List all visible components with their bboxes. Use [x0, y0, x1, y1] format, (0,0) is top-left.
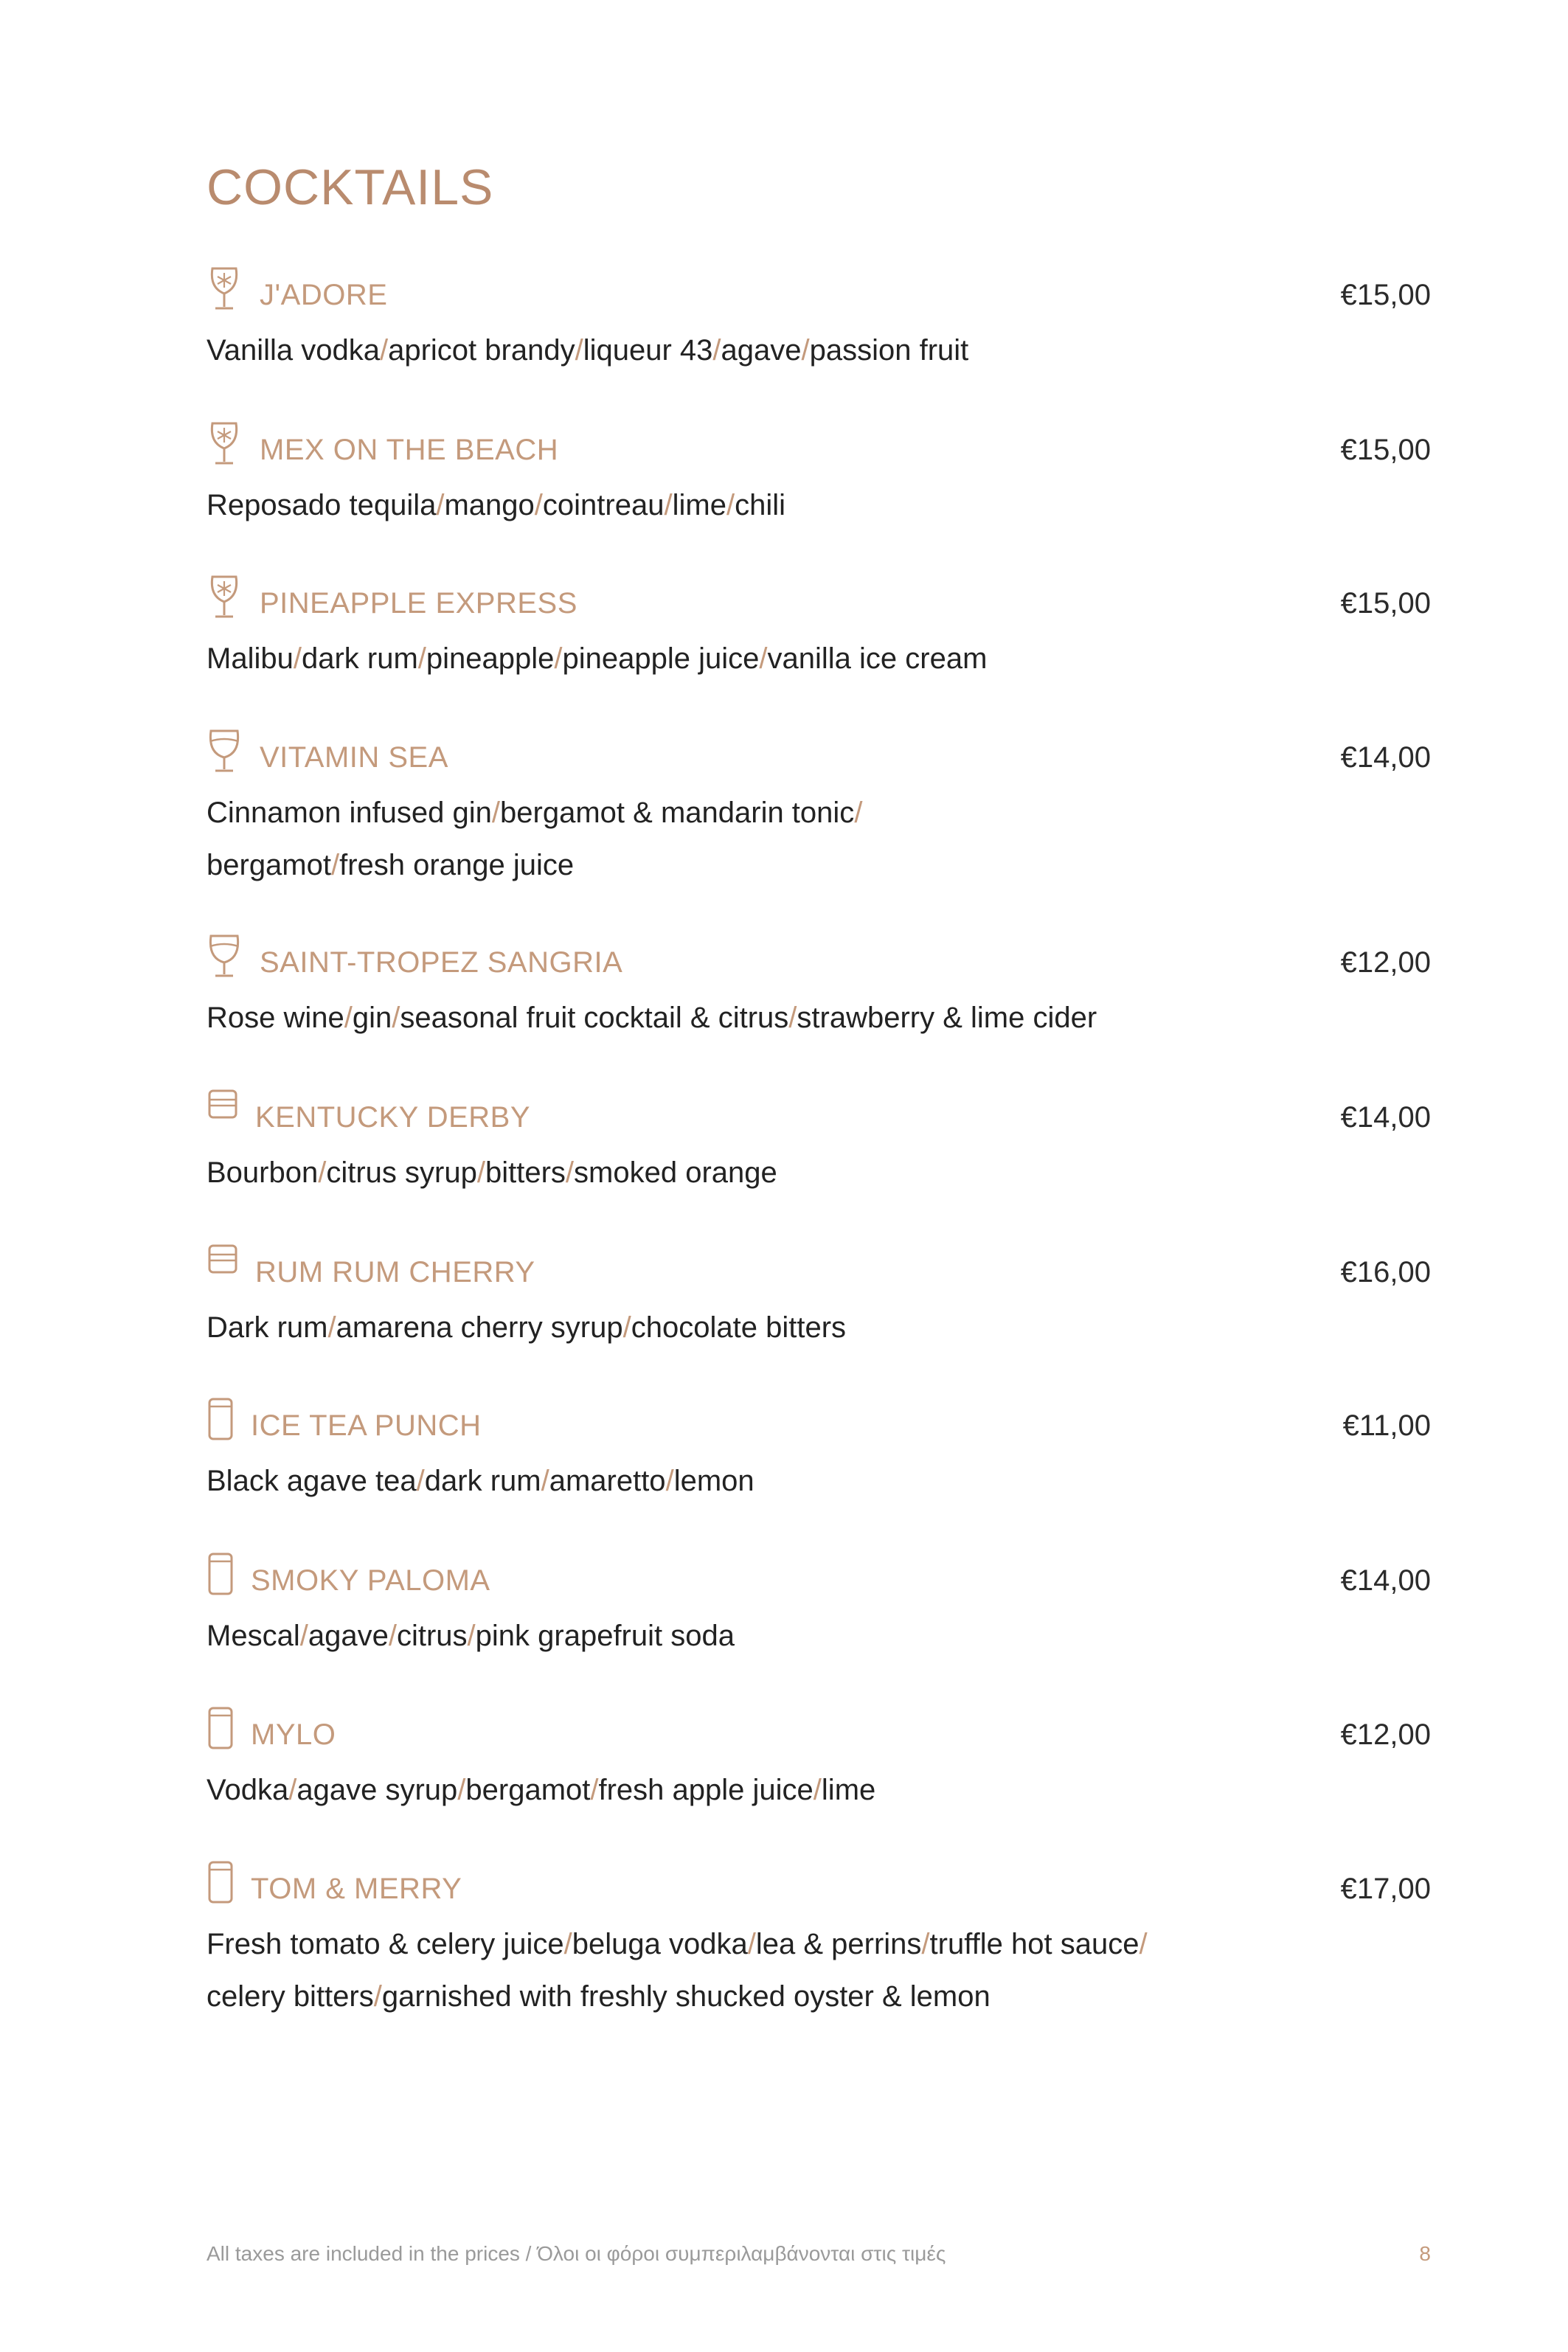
menu-item-price: €14,00: [1340, 1101, 1431, 1134]
ingredient-separator: /: [457, 1774, 466, 1806]
ingredient: gin: [352, 1002, 392, 1034]
ingredient: lime: [821, 1774, 876, 1806]
ingredient: mango: [444, 489, 535, 521]
ingredient-separator: /: [388, 1620, 397, 1652]
ingredient: citrus: [396, 1620, 468, 1652]
ingredient-separator: /: [565, 1156, 575, 1189]
ingredient: dark rum: [424, 1465, 541, 1497]
ingredient-separator: /: [664, 489, 673, 521]
ingredient: bergamot & mandarin tonic: [500, 797, 855, 829]
menu-item: [207, 1243, 1431, 1354]
ingredient: cointreau: [542, 489, 665, 521]
menu-item-name: SAINT-TROPEZ SANGRIA: [260, 946, 623, 979]
ingredient-separator: /: [1139, 1928, 1148, 1960]
ingredient: Fresh tomato & celery juice: [207, 1928, 564, 1960]
menu-item-header: [207, 266, 1431, 323]
ingredient: amarena cherry syrup: [336, 1311, 623, 1344]
ingredient: bitters: [485, 1156, 566, 1189]
menu-item: [207, 1396, 1431, 1508]
menu-item: [207, 1551, 1431, 1662]
ingredient-separator: /: [327, 1311, 336, 1344]
menu-item-description: [207, 479, 1431, 532]
menu-item-price: €12,00: [1340, 1718, 1431, 1751]
ingredient-separator: /: [712, 334, 721, 367]
menu-item-name: PINEAPPLE EXPRESS: [260, 587, 577, 620]
ingredient: dark rum: [301, 642, 418, 675]
ingredient: pineapple: [426, 642, 555, 675]
ingredient-separator: /: [344, 1002, 353, 1034]
tumbler-glass-icon: [207, 1243, 242, 1291]
ingredient: Rose wine: [207, 1002, 344, 1034]
menu-item-header: [207, 728, 1431, 785]
ingredient: passion fruit: [809, 334, 969, 367]
ingredient-separator: /: [293, 642, 302, 675]
ingredient-separator: /: [563, 1928, 572, 1960]
ingredient: lemon: [673, 1465, 754, 1497]
wine-glass-icon: [207, 728, 242, 777]
ingredient: chili: [735, 489, 785, 521]
menu-item: [207, 1705, 1431, 1817]
wine-glass-icon: [207, 933, 242, 982]
ingredient: citrus syrup: [326, 1156, 477, 1189]
ingredient: apricot brandy: [388, 334, 575, 367]
ingredient-separator: /: [534, 489, 543, 521]
menu-item-price: €14,00: [1340, 741, 1431, 774]
menu-item-description: [207, 1455, 1431, 1508]
ingredient: seasonal fruit cocktail & citrus: [400, 1002, 789, 1034]
ingredient: agave syrup: [296, 1774, 458, 1806]
ingredient: Vanilla vodka: [207, 334, 380, 367]
ingredient: Mescal: [207, 1620, 300, 1652]
menu-item-description: [207, 787, 1431, 892]
menu-item-header: [207, 574, 1431, 631]
menu-item-description: [207, 1302, 1431, 1354]
ingredient-separator: /: [665, 1465, 674, 1497]
menu-item-name: J'ADORE: [260, 279, 388, 311]
menu-item: [207, 420, 1431, 532]
menu-item-header: [207, 1551, 1431, 1609]
ingredient-separator: /: [921, 1928, 930, 1960]
page-number: 8: [1419, 2242, 1431, 2265]
highball-glass-icon: [207, 1859, 242, 1908]
ingredient-separator: /: [541, 1465, 549, 1497]
ingredient-separator: /: [436, 489, 445, 521]
tumbler-glass-icon: [207, 1088, 242, 1137]
menu-item-header: [207, 1396, 1431, 1454]
menu-item: [207, 1088, 1431, 1199]
menu-item-name: SMOKY PALOMA: [251, 1564, 490, 1597]
menu-item-header: [207, 933, 1431, 991]
ingredient: celery bitters: [207, 1980, 374, 2013]
ingredient: liqueur 43: [583, 334, 713, 367]
frozen-wine-glass-icon: [207, 266, 242, 314]
ingredient: garnished with freshly shucked oyster & lemon: [381, 1980, 991, 2013]
ingredient-separator: /: [379, 334, 389, 367]
ingredient: pineapple juice: [562, 642, 760, 675]
menu-item-price: €15,00: [1340, 279, 1431, 311]
ingredient: Vodka: [207, 1774, 289, 1806]
menu-item: [207, 574, 1431, 685]
ingredient-separator: /: [299, 1620, 308, 1652]
menu-item-header: [207, 1243, 1431, 1300]
menu-item-description: [207, 1918, 1431, 2023]
menu-item-price: €15,00: [1340, 434, 1431, 466]
ingredient-separator: /: [476, 1156, 485, 1189]
ingredient: vanilla ice cream: [767, 642, 988, 675]
ingredient-separator: /: [590, 1774, 599, 1806]
menu-item-name: MEX ON THE BEACH: [260, 434, 559, 466]
menu-item-price: €14,00: [1340, 1564, 1431, 1597]
menu-item-name: VITAMIN SEA: [260, 741, 448, 774]
ingredient-separator: /: [759, 642, 768, 675]
ingredient-separator: /: [416, 1465, 425, 1497]
ingredient: fresh orange juice: [339, 849, 575, 881]
ingredient: truffle hot sauce: [929, 1928, 1139, 1960]
highball-glass-icon: [207, 1551, 242, 1600]
ingredient-separator: /: [373, 1980, 382, 2013]
ingredient-separator: /: [392, 1002, 400, 1034]
menu-item-name: MYLO: [251, 1718, 336, 1751]
menu-item-name: TOM & MERRY: [251, 1873, 462, 1905]
menu-item-price: €11,00: [1342, 1409, 1431, 1442]
menu-item-name: ICE TEA PUNCH: [251, 1409, 482, 1442]
ingredient-separator: /: [801, 334, 810, 367]
menu-item-description: [207, 1764, 1431, 1817]
ingredient-separator: /: [288, 1774, 297, 1806]
frozen-wine-glass-icon: [207, 420, 242, 469]
ingredient: smoked orange: [574, 1156, 777, 1189]
ingredient-separator: /: [813, 1774, 822, 1806]
ingredient: Dark rum: [207, 1311, 328, 1344]
ingredient: agave: [721, 334, 802, 367]
ingredient-separator: /: [854, 797, 863, 829]
menu-item: [207, 266, 1431, 377]
menu-item-header: [207, 1088, 1431, 1145]
ingredient: lea & perrins: [755, 1928, 922, 1960]
ingredient: bergamot: [465, 1774, 591, 1806]
ingredient-separator: /: [467, 1620, 476, 1652]
ingredient: Malibu: [207, 642, 294, 675]
menu-item-header: [207, 1705, 1431, 1763]
ingredient: agave: [308, 1620, 389, 1652]
ingredient-separator: /: [726, 489, 735, 521]
ingredient-separator: /: [554, 642, 563, 675]
ingredient-separator: /: [622, 1311, 631, 1344]
menu-item-price: €16,00: [1340, 1256, 1431, 1288]
ingredient: Reposado tequila: [207, 489, 437, 521]
ingredient: bergamot: [207, 849, 331, 881]
ingredient: lime: [672, 489, 726, 521]
menu-item-header: [207, 420, 1431, 478]
ingredient-separator: /: [747, 1928, 756, 1960]
ingredient-separator: /: [417, 642, 426, 675]
menu-item-price: €12,00: [1340, 946, 1431, 979]
ingredient: Cinnamon infused gin: [207, 797, 492, 829]
menu-item-price: €15,00: [1340, 587, 1431, 620]
ingredient-separator: /: [788, 1002, 797, 1034]
menu-item-description: [207, 325, 1431, 377]
ingredient-separator: /: [491, 797, 501, 829]
ingredient: fresh apple juice: [598, 1774, 814, 1806]
ingredient: pink grapefruit soda: [475, 1620, 735, 1652]
highball-glass-icon: [207, 1705, 242, 1754]
menu-item: [207, 728, 1431, 892]
menu-item-price: €17,00: [1340, 1873, 1431, 1905]
ingredient: chocolate bitters: [631, 1311, 847, 1344]
ingredient: amaretto: [549, 1465, 666, 1497]
menu-item: [207, 1859, 1431, 2023]
menu-item-name: RUM RUM CHERRY: [255, 1256, 535, 1288]
tax-note: All taxes are included in the prices / Όλοι οι φόροι συμπεριλαμβάνονται στις τιμές: [207, 2242, 946, 2265]
menu-item-description: [207, 633, 1431, 685]
ingredient-separator: /: [575, 334, 583, 367]
highball-glass-icon: [207, 1396, 242, 1445]
menu-item: [207, 933, 1431, 1044]
ingredient-separator: /: [318, 1156, 327, 1189]
ingredient: strawberry & lime cider: [797, 1002, 1097, 1034]
menu-item-description: [207, 1610, 1431, 1662]
menu-item-name: KENTUCKY DERBY: [255, 1101, 531, 1134]
page-title: COCKTAILS: [207, 159, 494, 215]
frozen-wine-glass-icon: [207, 574, 242, 622]
ingredient-separator: /: [330, 849, 340, 881]
ingredient: Bourbon: [207, 1156, 319, 1189]
ingredient: beluga vodka: [572, 1928, 748, 1960]
menu-item-description: [207, 1147, 1431, 1199]
ingredient: Black agave tea: [207, 1465, 417, 1497]
menu-item-description: [207, 992, 1431, 1044]
menu-item-header: [207, 1859, 1431, 1917]
